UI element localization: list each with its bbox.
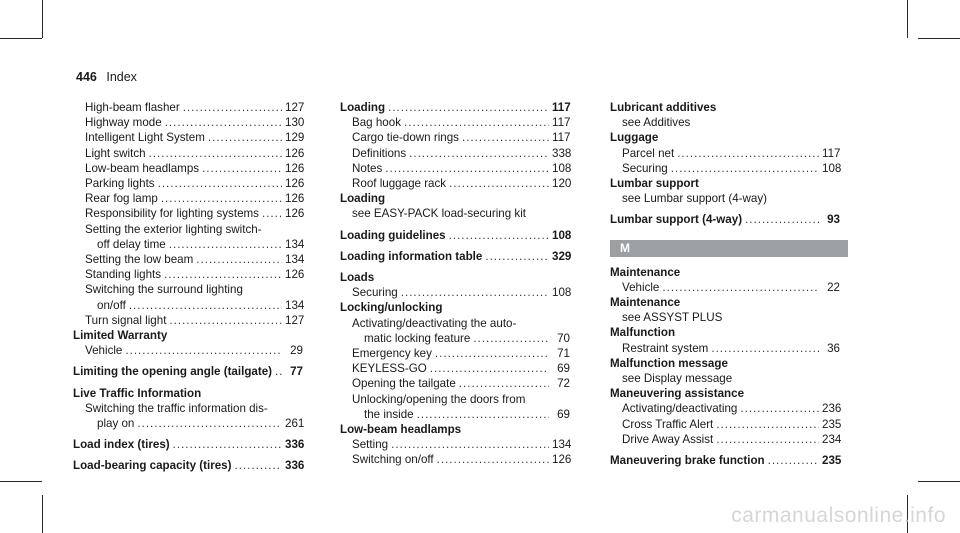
index-heading: [610, 265, 840, 280]
entry-label: see EASY-PACK load-securing kit: [352, 207, 526, 221]
entry-label-line: Unlocking/opening the doors from: [352, 392, 526, 406]
page-ref[interactable]: 338: [552, 146, 572, 160]
page-ref[interactable]: 126: [285, 207, 305, 221]
entry-label: Parcel net: [622, 146, 675, 160]
entry-label: Turn signal light: [85, 313, 167, 327]
entry-label: Loading: [340, 101, 386, 114]
index-heading: [610, 356, 840, 371]
entry-label: Cargo tie-down rings: [352, 131, 459, 145]
page-ref[interactable]: 329: [552, 249, 572, 263]
entry-label: Load-bearing capacity (tires): [73, 459, 232, 473]
entry-label: High-beam flasher: [85, 101, 180, 114]
page-ref[interactable]: 126: [285, 146, 305, 160]
index-entry: [73, 282, 303, 312]
entry-label: see Additives: [622, 116, 691, 130]
index-entry: [73, 146, 303, 161]
entry-label: Setting: [352, 438, 389, 452]
page-ref[interactable]: 126: [285, 268, 305, 282]
page-ref[interactable]: 71: [557, 347, 570, 361]
index-entry: [73, 100, 303, 115]
entry-label: Load index (tires): [73, 438, 170, 452]
entry-label: Responsibility for lighting systems: [85, 207, 259, 221]
entry-label: see Lumbar support (4-way): [622, 192, 767, 206]
entry-label: Live Traffic Information: [73, 386, 202, 400]
entry-label: Vehicle: [85, 344, 123, 358]
entry-label: Rear fog lamp: [85, 192, 158, 206]
page-ref[interactable]: 108: [552, 286, 572, 300]
leader-dots: [388, 100, 549, 115]
entry-label: Securing: [622, 161, 668, 175]
page-ref[interactable]: 120: [552, 177, 572, 191]
crop-mark: [907, 0, 908, 38]
index-heading: [340, 249, 570, 264]
page-ref[interactable]: 93: [827, 213, 840, 227]
index-heading: [610, 176, 840, 191]
page-ref[interactable]: 22: [827, 280, 840, 294]
leader-dots: [417, 407, 549, 422]
leader-dots: [449, 228, 549, 243]
page-ref[interactable]: 108: [552, 228, 572, 242]
index-entry: [73, 206, 303, 221]
page-ref[interactable]: 69: [557, 407, 570, 421]
index-heading: [340, 422, 570, 437]
page-ref[interactable]: 69: [557, 362, 570, 376]
page-number: 446: [76, 70, 97, 84]
entry-label-line: Switching the surround lighting: [85, 283, 243, 297]
leader-dots: [275, 364, 282, 379]
entry-label: Emergency key: [352, 347, 432, 361]
entry-label: Lumbar support: [610, 177, 699, 191]
page-ref[interactable]: 235: [822, 454, 842, 468]
leader-dots: [391, 437, 549, 452]
entry-label: see ASSYST PLUS: [622, 311, 723, 325]
page-ref[interactable]: 235: [822, 417, 842, 431]
index-heading: [73, 328, 303, 343]
entry-label: Cross Traffic Alert: [622, 417, 714, 431]
entry-label-line: Activating/deactivating the auto-: [352, 316, 517, 330]
entry-label: Malfunction message: [610, 356, 728, 370]
section-header: M: [610, 240, 848, 257]
leader-dots: [137, 416, 282, 431]
index-entry: [340, 316, 570, 346]
index-entry: [610, 341, 840, 356]
index-entry: [340, 146, 570, 161]
page-ref[interactable]: 134: [552, 438, 572, 452]
index-entry: [340, 176, 570, 191]
entry-label: on/off: [97, 298, 126, 312]
crop-mark: [42, 495, 43, 533]
index-heading: [610, 130, 840, 145]
index-heading: [73, 458, 303, 473]
leader-dots: [169, 313, 282, 328]
entry-label: matic locking feature: [364, 331, 471, 345]
entry-label: Locking/unlocking: [340, 301, 443, 315]
leader-dots: [768, 453, 819, 468]
index-entry: [73, 130, 303, 145]
entry-label: Restraint system: [622, 341, 709, 355]
index-entry: [610, 432, 840, 447]
index-heading: [610, 325, 840, 340]
index-entry: [610, 371, 840, 386]
index-entry: [340, 346, 570, 361]
page-ref[interactable]: 29: [290, 344, 303, 358]
page-ref[interactable]: 117: [552, 131, 571, 145]
index-entry: [73, 176, 303, 191]
page-title: Index: [106, 70, 137, 84]
entry-label: play on: [97, 417, 135, 431]
entry-label: Low-beam headlamps: [85, 161, 200, 175]
entry-label: Drive Away Assist: [622, 432, 714, 446]
index-column-1: [73, 100, 303, 474]
entry-label: Maneuvering assistance: [610, 387, 745, 401]
page-ref[interactable]: 236: [822, 402, 842, 416]
leader-dots: [404, 115, 549, 130]
entry-label-line: Setting the exterior lighting switch-: [85, 222, 262, 236]
page-ref[interactable]: 134: [285, 253, 305, 267]
index-column-3: [610, 100, 840, 468]
index-heading: [610, 453, 840, 468]
entry-label: Activating/deactivating: [622, 402, 738, 416]
index-entry: [610, 280, 840, 295]
entry-label: Vehicle: [622, 280, 660, 294]
index-heading: [610, 212, 840, 227]
leader-dots: [158, 176, 282, 191]
crop-mark: [42, 0, 43, 38]
entry-label: Lumbar support (4-way): [610, 213, 743, 227]
index-heading: [610, 295, 840, 310]
index-entry: [610, 401, 840, 416]
page-ref[interactable]: 108: [822, 161, 842, 175]
leader-dots: [129, 298, 282, 313]
index-heading: [610, 100, 840, 115]
page-ref[interactable]: 36: [827, 341, 840, 355]
entry-label: Malfunction: [610, 326, 676, 340]
leader-dots: [437, 452, 549, 467]
index-entry: [73, 313, 303, 328]
leader-dots: [435, 346, 549, 361]
leader-dots: [208, 130, 282, 145]
crop-mark: [918, 38, 960, 39]
leader-dots: [183, 100, 282, 115]
leader-dots: [449, 176, 549, 191]
entry-label: Setting the low beam: [85, 253, 194, 267]
entry-label: Standing lights: [85, 268, 162, 282]
crop-mark: [918, 481, 960, 482]
entry-label: Loading information table: [340, 249, 483, 263]
index-entry: [340, 392, 570, 422]
page-ref[interactable]: 134: [285, 298, 305, 312]
entry-label: Notes: [352, 161, 383, 175]
index-entry: [340, 437, 570, 452]
index-entry: [73, 222, 303, 252]
index-entry: [340, 161, 570, 176]
index-entry: [73, 161, 303, 176]
index-entry: [610, 146, 840, 161]
leader-dots: [125, 343, 282, 358]
entry-label: Maintenance: [610, 265, 681, 279]
index-entry: [73, 267, 303, 282]
page-ref[interactable]: 129: [285, 131, 305, 145]
leader-dots: [262, 206, 282, 221]
entry-label-line: Switching the traffic information dis-: [85, 401, 268, 415]
leader-dots: [196, 252, 282, 267]
index-entry: [340, 285, 570, 300]
entry-label: Maintenance: [610, 296, 681, 310]
leader-dots: [385, 161, 549, 176]
entry-label: Lubricant additives: [610, 101, 717, 114]
entry-label: Loads: [340, 271, 375, 285]
entry-label: Limited Warranty: [73, 329, 168, 343]
crop-mark: [0, 481, 42, 482]
page-ref[interactable]: 117: [552, 101, 571, 114]
page-ref[interactable]: 72: [557, 377, 570, 391]
entry-label: off delay time: [97, 237, 166, 251]
index-heading: [340, 270, 570, 285]
entry-label: Loading: [340, 192, 386, 206]
entry-label: see Display message: [622, 372, 733, 386]
leader-dots: [459, 376, 549, 391]
entry-label: Definitions: [352, 146, 407, 160]
page-ref[interactable]: 126: [285, 192, 305, 206]
page-ref[interactable]: 117: [552, 116, 571, 130]
index-entry: [610, 417, 840, 432]
index-entry: [73, 115, 303, 130]
leader-dots: [164, 267, 282, 282]
index-entry: [340, 115, 570, 130]
leader-dots: [662, 280, 819, 295]
leader-dots: [711, 341, 819, 356]
page-ref[interactable]: 117: [822, 146, 841, 160]
leader-dots: [430, 361, 549, 376]
entry-label: Switching on/off: [352, 453, 434, 467]
page-ref[interactable]: 130: [285, 116, 305, 130]
page-ref[interactable]: 127: [285, 313, 305, 327]
index-entry: [340, 376, 570, 391]
index-entry: [340, 452, 570, 467]
leader-dots: [173, 437, 282, 452]
leader-dots: [161, 191, 282, 206]
leader-dots: [677, 146, 819, 161]
page-ref[interactable]: 126: [285, 161, 305, 175]
page-ref[interactable]: 127: [285, 101, 305, 114]
entry-label: Intelligent Light System: [85, 131, 205, 145]
leader-dots: [165, 115, 282, 130]
index-heading: [340, 228, 570, 243]
index-column-2: [340, 100, 570, 468]
entry-label: Parking lights: [85, 177, 155, 191]
entry-label: Limiting the opening angle (tailgate): [73, 365, 273, 379]
leader-dots: [462, 130, 549, 145]
page-ref[interactable]: 234: [822, 432, 842, 446]
leader-dots: [235, 458, 283, 473]
index-entry: [610, 191, 840, 206]
leader-dots: [401, 285, 549, 300]
leader-dots: [409, 146, 549, 161]
page-ref[interactable]: 126: [285, 177, 305, 191]
index-heading: [340, 100, 570, 115]
index-entry: [340, 130, 570, 145]
index-heading: [610, 386, 840, 401]
index-entry: [340, 361, 570, 376]
page-ref[interactable]: 108: [552, 161, 572, 175]
entry-label: Opening the tailgate: [352, 377, 456, 391]
crop-mark: [0, 38, 42, 39]
entry-label: Luggage: [610, 131, 659, 145]
entry-label: KEYLESS-GO: [352, 362, 427, 376]
entry-label: Bag hook: [352, 116, 401, 130]
index-heading: [73, 437, 303, 452]
index-entry: [340, 206, 570, 221]
leader-dots: [745, 212, 819, 227]
leader-dots: [716, 432, 819, 447]
index-entry: [610, 115, 840, 130]
page-ref[interactable]: 77: [290, 365, 303, 379]
index-heading: [340, 300, 570, 315]
index-entry: [610, 310, 840, 325]
entry-label: Low-beam headlamps: [340, 423, 462, 437]
entry-label: the inside: [364, 407, 414, 421]
leader-dots: [740, 401, 819, 416]
leader-dots: [149, 146, 282, 161]
index-entry: [610, 161, 840, 176]
index-heading: [73, 364, 303, 379]
page-ref[interactable]: 134: [285, 237, 305, 251]
leader-dots: [202, 161, 282, 176]
page-ref[interactable]: 70: [557, 331, 570, 345]
entry-label: Roof luggage rack: [352, 177, 447, 191]
entry-label: Light switch: [85, 146, 146, 160]
leader-dots: [485, 249, 549, 264]
page-ref[interactable]: 261: [285, 417, 305, 431]
index-heading: [340, 191, 570, 206]
index-heading: [73, 386, 303, 401]
watermark: carmanualsonline.info: [731, 504, 946, 527]
index-entry: [73, 191, 303, 206]
entry-label: Maneuvering brake function: [610, 454, 765, 468]
page-ref[interactable]: 336: [285, 438, 305, 452]
page-ref[interactable]: 126: [552, 453, 572, 467]
page-header: [76, 70, 137, 84]
leader-dots: [169, 237, 282, 252]
leader-dots: [473, 331, 549, 346]
leader-dots: [716, 417, 819, 432]
index-entry: [73, 401, 303, 431]
entry-label: Securing: [352, 286, 398, 300]
page-ref[interactable]: 336: [285, 459, 305, 473]
index-entry: [73, 343, 303, 358]
entry-label: Highway mode: [85, 116, 162, 130]
index-entry: [73, 252, 303, 267]
entry-label: Loading guidelines: [340, 228, 446, 242]
leader-dots: [671, 161, 819, 176]
